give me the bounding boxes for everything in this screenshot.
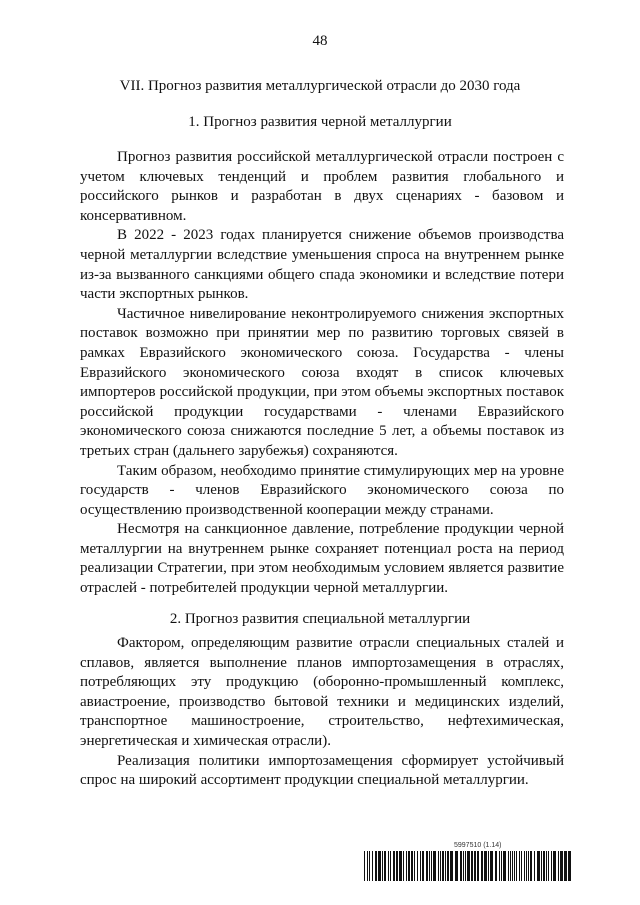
- barcode-bar: [546, 851, 547, 881]
- barcode-bar: [422, 851, 424, 881]
- barcode-bar: [420, 851, 421, 881]
- barcode-bar: [568, 851, 571, 881]
- paragraph: Частичное нивелирование неконтролируемого снижения экспортных поставок возможно при принятии мер по развитию торговых связей в рамках Евразийского экономического союза. Государства - члены Евразийского экономического союза входят в список ключевых импортеров российской продукции, при этом объемы экспортных поставок российской продукции государствами - членами Евразийского экономического союза снижаются последние 5 лет, а объемы поставок из третьих стран (дальнего зарубежья) сохраняются.: [80, 305, 564, 459]
- paragraph: Реализация политики импортозамещения сформирует устойчивый спрос на широкий ассортимент продукции специальной металлургии.: [80, 752, 564, 789]
- barcode-bar: [524, 851, 525, 881]
- barcode-bar: [382, 851, 383, 881]
- barcode-bar: [455, 851, 458, 881]
- barcode-bar: [463, 851, 464, 881]
- paragraph: Фактором, определяющим развитие отрасли специальных сталей и сплавов, является выполнение планов импортозамещения в отраслях, потребляющих эту продукцию (оборонно-промышленный комплекс, авиастроение, производство бытовой техники и медицинских изделий, транспортное машиностроение, строительство, нефтехимическая, энергетическая и химическая отрасли).: [80, 635, 564, 749]
- barcode-bar: [367, 851, 368, 881]
- barcode-bar: [369, 851, 370, 881]
- section-title-special-metallurgy: 2. Прогноз развития специальной металлургии: [169, 611, 471, 627]
- barcode-bar: [393, 851, 395, 881]
- barcode-bar: [471, 851, 473, 881]
- barcode-bar: [551, 851, 552, 881]
- paragraph: В 2022 - 2023 годах планируется снижение объемов производства черной металлургии вследствие уменьшения спроса на внутреннем рынке из-за вызванного санкциями общего спада экономики и вследствие потери части экспортных рынков.: [80, 227, 564, 303]
- page-number: 48: [312, 33, 328, 49]
- barcode-bar: [528, 851, 529, 881]
- paragraph: Несмотря на санкционное давление, потребление продукции черной металлургии на внутреннем рынке сохраняет потенциал роста на период реализации Стратегии, при этом необходимым условием является развитие отраслей - потребителей продукции черной металлургии.: [80, 521, 564, 597]
- barcode-bar: [484, 851, 487, 881]
- barcode-bar: [372, 851, 373, 881]
- barcode-bar: [390, 851, 391, 881]
- barcode-bar: [417, 851, 418, 881]
- barcode-bar: [426, 851, 428, 881]
- barcode-bar: [537, 851, 540, 881]
- barcode-bar: [467, 851, 470, 881]
- barcode-bar: [564, 851, 567, 881]
- barcode-code: 5997510 (1.14): [454, 842, 502, 849]
- barcode-bar: [516, 851, 517, 881]
- barcode-bar: [414, 851, 415, 881]
- barcode-bar: [450, 851, 453, 881]
- barcode-bar: [411, 851, 413, 881]
- barcode-bar: [440, 851, 441, 881]
- barcode-bar: [378, 851, 381, 881]
- barcode-bar: [477, 851, 479, 881]
- paragraph: Прогноз развития российской металлургической отрасли построен с учетом ключевых тенденций и проблем развития глобального и российского рынков и разработан в двух сценариях - базовом и консервативном.: [80, 149, 564, 224]
- barcode-bar: [433, 851, 436, 881]
- barcode-bar: [442, 851, 444, 881]
- barcode-bar: [503, 851, 506, 881]
- barcode-bar: [375, 851, 377, 881]
- barcode-bar: [543, 851, 545, 881]
- barcode-bar: [558, 851, 559, 881]
- barcode-bar: [429, 851, 430, 881]
- barcode-bar: [396, 851, 398, 881]
- barcode-bar: [501, 851, 502, 881]
- barcode-bar: [447, 851, 449, 881]
- barcode-bar: [403, 851, 404, 881]
- barcode-bar: [460, 851, 462, 881]
- barcode-bar: [490, 851, 493, 881]
- barcode-bar: [521, 851, 522, 881]
- barcode-bar: [384, 851, 386, 881]
- document-barcode: [364, 842, 572, 884]
- barcode-bar: [364, 851, 365, 881]
- barcode-bar: [438, 851, 439, 881]
- barcode-bar: [408, 851, 410, 881]
- barcode-bar: [548, 851, 549, 881]
- section-body-black-metallurgy: [80, 148, 564, 599]
- barcode-bar: [495, 851, 497, 881]
- barcode-bar: [530, 851, 532, 881]
- barcode-bar: [508, 851, 509, 881]
- barcode-bar: [399, 851, 402, 881]
- paragraph: Таким образом, необходимо принятие стимулирующих мер на уровне государств - членов Евразийского экономического союза по осуществлению производственной кооперации между странами.: [80, 462, 564, 518]
- barcode-bar: [406, 851, 407, 881]
- barcode-bar: [519, 851, 520, 881]
- barcode-bar: [560, 851, 563, 881]
- barcode-bar: [553, 851, 556, 881]
- barcode-icon: [364, 851, 572, 881]
- barcode-bar: [526, 851, 527, 881]
- barcode-bar: [388, 851, 389, 881]
- barcode-bar: [510, 851, 511, 881]
- chapter-title: VII. Прогноз развития металлургической отрасли до 2030 года: [119, 78, 521, 94]
- barcode-bar: [534, 851, 535, 881]
- barcode-bar: [541, 851, 542, 881]
- barcode-bar: [465, 851, 466, 881]
- barcode-bar: [474, 851, 476, 881]
- section-body-special-metallurgy: [80, 634, 564, 791]
- barcode-bar: [431, 851, 432, 881]
- barcode-bar: [488, 851, 489, 881]
- barcode-bar: [514, 851, 515, 881]
- barcode-bar: [481, 851, 483, 881]
- barcode-bar: [445, 851, 446, 881]
- barcode-bar: [499, 851, 500, 881]
- barcode-bar: [512, 851, 513, 881]
- section-title-black-metallurgy: 1. Прогноз развития черной металлургии: [188, 114, 452, 130]
